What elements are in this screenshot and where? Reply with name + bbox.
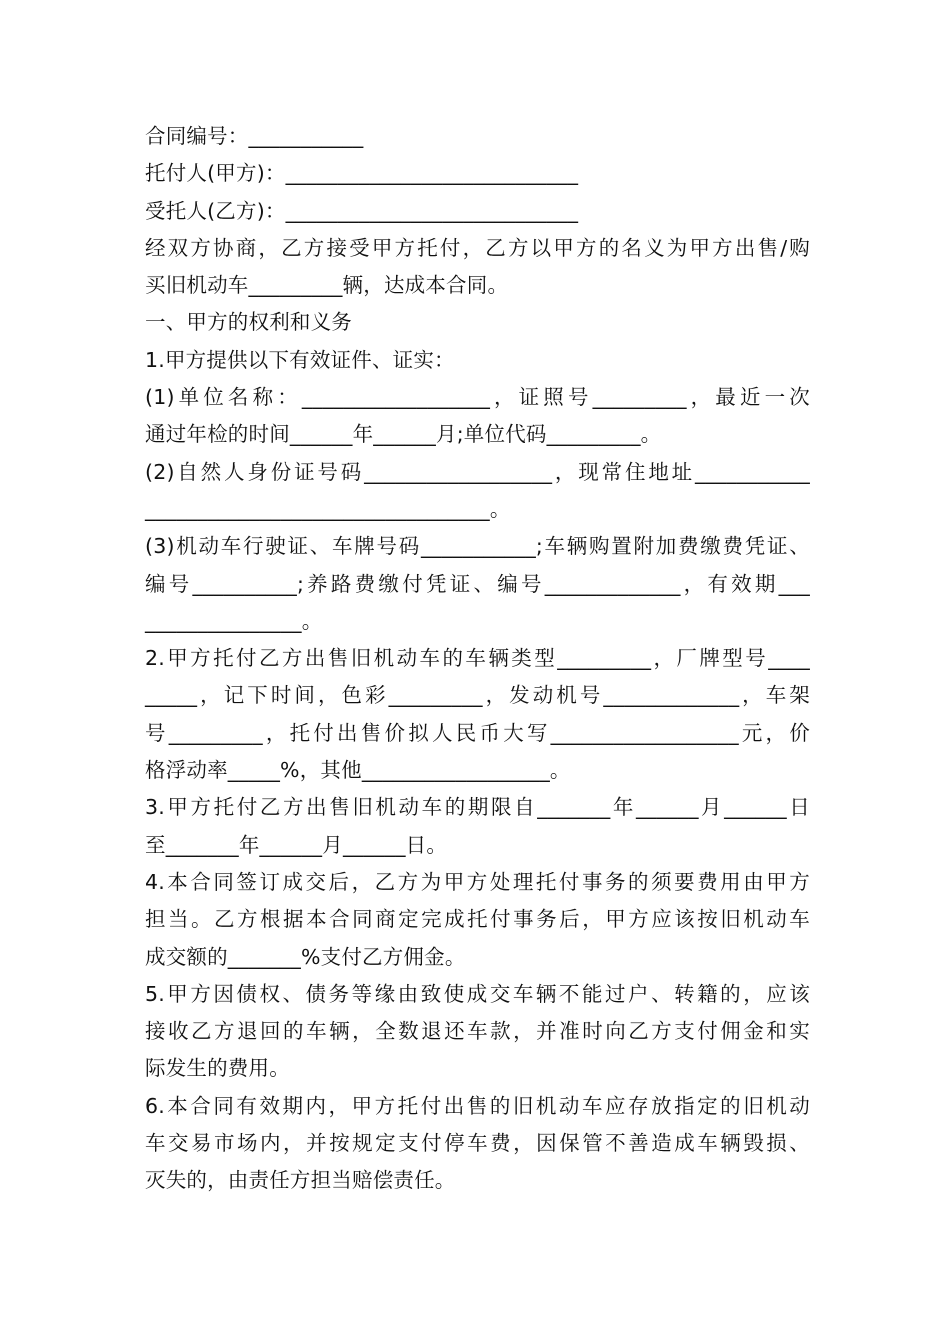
preamble-line-2: 买旧机动车_________辆，达成本合同。 [145, 273, 509, 298]
principal-party-a-line: 托付人(甲方)：____________________________ [145, 161, 579, 186]
clause-5-line-3: 际发生的费用。 [145, 1056, 290, 1081]
clause-2-line-1: 2.甲方托付乙方出售旧机动车的车辆类型_________，厂牌型号____ [145, 646, 810, 671]
clause-3-line-1: 3.甲方托付乙方出售旧机动车的期限自_______年______月______日 [145, 795, 810, 820]
clause-2-line-2: _____，记下时间，色彩_________，发动机号_____________，车架 [145, 683, 810, 708]
clause-1-item-3-line-1: (3)机动车行驶证、车牌号码___________;车辆购置附加费缴费凭证、 [145, 534, 810, 559]
clause-4-line-2: 担当。乙方根据本合同商定完成托付事务后，甲方应该按旧机动车 [145, 907, 810, 932]
clause-2-line-3: 号_________，托付出售价拟人民币大写__________________元，价 [145, 720, 810, 745]
clause-2-line-4: 格浮动率_____%，其他__________________。 [145, 758, 571, 783]
clause-1-item-3-line-3: _______________。 [145, 608, 323, 633]
clause-5-line-1: 5.甲方因债权、债务等缘由致使成交车辆不能过户、转籍的，应该 [145, 981, 810, 1006]
clause-1-heading: 1.甲方提供以下有效证件、证实： [145, 347, 455, 372]
clause-1-item-2-line-1: (2)自然人身份证号码__________________，现常住地址___________ [145, 459, 810, 484]
section-heading-party-a: 一、甲方的权利和义务 [145, 310, 352, 335]
clause-6-line-2: 车交易市场内，并按规定支付停车费，因保管不善造成车辆毁损、 [145, 1131, 810, 1156]
clause-6-line-1: 6.本合同有效期内，甲方托付出售的旧机动车应存放指定的旧机动 [145, 1093, 810, 1118]
agent-party-b-line: 受托人(乙方)：____________________________ [145, 198, 579, 223]
clause-1-item-2-line-2: _________________________________。 [145, 496, 511, 521]
clause-3-line-2: 至_______年______月______日。 [145, 832, 448, 857]
clause-4-line-3: 成交额的_______%支付乙方佣金。 [145, 944, 466, 969]
clause-4-line-1: 4.本合同签订成交后，乙方为甲方处理托付事务的须要费用由甲方 [145, 869, 810, 894]
contract-number-line: 合同编号：___________ [145, 124, 364, 148]
clause-1-item-3-line-2: 编号__________;养路费缴付凭证、编号_____________，有效期___ [145, 571, 810, 596]
clause-1-item-1-line-1: (1)单位名称：__________________，证照号_________，最近一次 [145, 385, 810, 410]
contract-body [145, 118, 810, 1200]
preamble-line-1: 经双方协商，乙方接受甲方托付，乙方以甲方的名义为甲方出售/购 [145, 235, 810, 260]
clause-5-line-2: 接收乙方退回的车辆，全数退还车款，并准时向乙方支付佣金和实 [145, 1019, 810, 1044]
clause-1-item-1-line-2: 通过年检的时间______年______月;单位代码_________。 [145, 422, 662, 447]
clause-6-line-3: 灭失的，由责任方担当赔偿责任。 [145, 1168, 456, 1193]
